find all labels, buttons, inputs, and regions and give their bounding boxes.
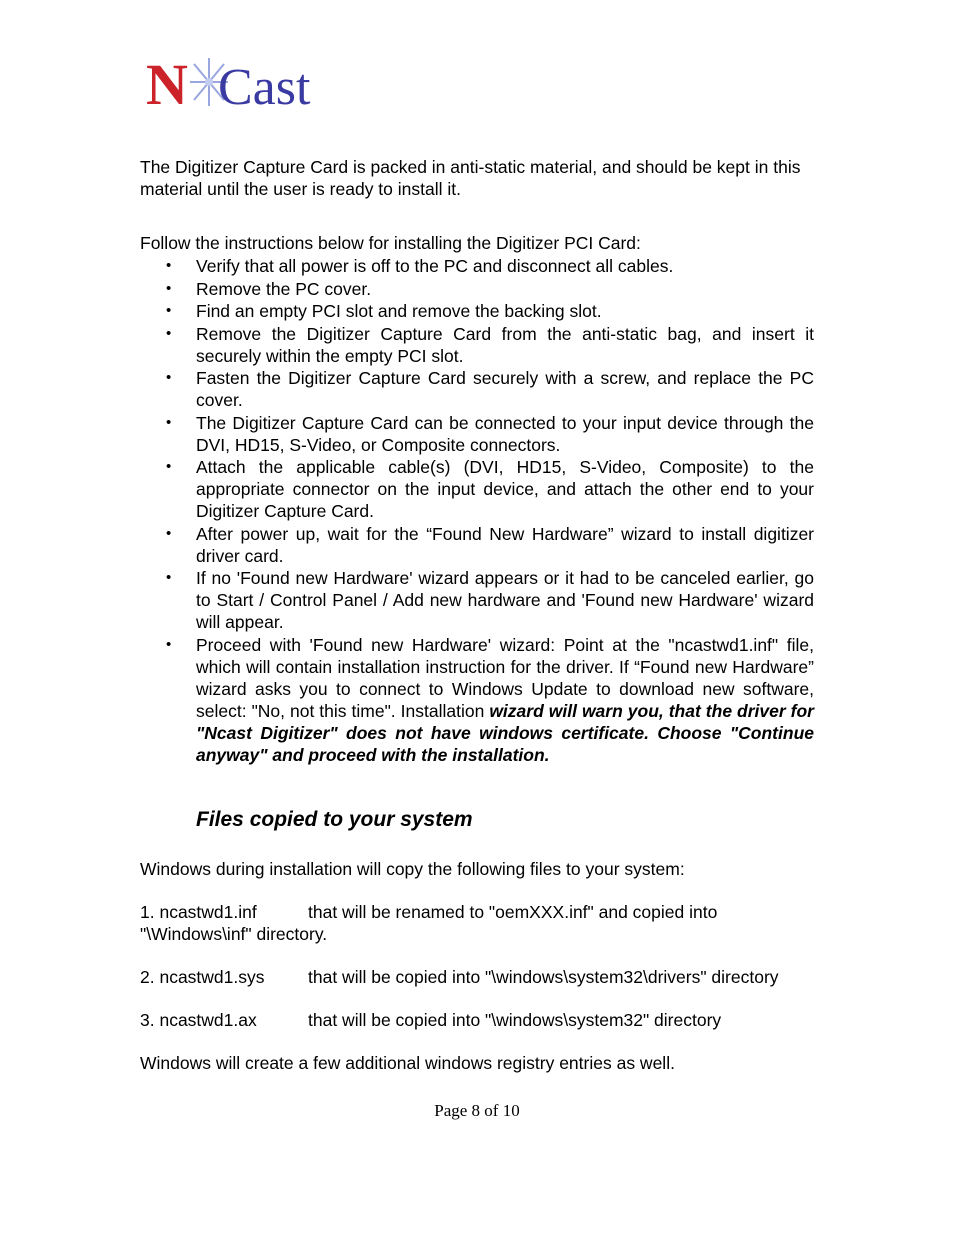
bullet-icon: • bbox=[166, 257, 172, 274]
file-description-continuation: "\Windows\inf" directory. bbox=[140, 923, 328, 944]
list-item bbox=[140, 456, 814, 522]
svg-text:Cast: Cast bbox=[218, 59, 311, 114]
list-item bbox=[140, 634, 814, 766]
bullet-icon: • bbox=[166, 635, 172, 653]
file-description: that will be copied into "\windows\system32" directory bbox=[308, 1009, 722, 1030]
step-text: After power up, wait for the “Found New Hardware” wizard to install digitizer driver card. bbox=[196, 523, 814, 566]
list-item bbox=[140, 255, 814, 277]
install-steps-list bbox=[140, 255, 814, 766]
file-name: 1. ncastwd1.inf bbox=[140, 901, 257, 922]
step-text: The Digitizer Capture Card can be connected to your input device through the DVI, HD15, S-Video, or Composite connectors. bbox=[196, 412, 814, 455]
files-outro: Windows will create a few additional windows registry entries as well. bbox=[140, 1052, 675, 1073]
step-text: Find an empty PCI slot and remove the backing slot. bbox=[196, 301, 602, 321]
file-entry bbox=[140, 1009, 814, 1031]
file-description: that will be renamed to "oemXXX.inf" and copied into bbox=[308, 901, 718, 922]
bullet-icon: • bbox=[166, 569, 172, 586]
list-item bbox=[140, 323, 814, 367]
file-entry bbox=[140, 901, 814, 945]
install-instructions-lead: Follow the instructions below for installing the Digitizer PCI Card: bbox=[140, 233, 641, 253]
bullet-icon: • bbox=[166, 458, 172, 475]
file-description: that will be copied into "\windows\system32\drivers" directory bbox=[308, 966, 779, 987]
bullet-icon: • bbox=[166, 324, 172, 342]
list-item bbox=[140, 278, 814, 300]
file-entry bbox=[140, 966, 814, 988]
files-intro: Windows during installation will copy the following files to your system: bbox=[140, 858, 685, 879]
list-item bbox=[140, 300, 814, 322]
bullet-icon: • bbox=[166, 524, 172, 542]
certificate-warning: wizard will warn you, that the driver for "Ncast Digitizer" does not have windows certificate. Choose "Continue anyway" and proceed with the installation. bbox=[196, 700, 814, 765]
list-item bbox=[140, 412, 814, 456]
section-heading-files: Files copied to your system bbox=[196, 807, 473, 831]
file-name: 2. ncastwd1.sys bbox=[140, 966, 265, 987]
ncast-logo bbox=[146, 52, 346, 114]
list-item bbox=[140, 523, 814, 567]
bullet-icon: • bbox=[166, 279, 172, 297]
svg-text:N: N bbox=[146, 52, 188, 114]
intro-paragraph: The Digitizer Capture Card is packed in anti-static material, and should be kept in this material until the user is ready to install it. bbox=[140, 157, 801, 199]
list-item bbox=[140, 367, 814, 411]
step-text: Fasten the Digitizer Capture Card securely with a screw, and replace the PC cover. bbox=[196, 368, 814, 410]
bullet-icon: • bbox=[166, 302, 172, 319]
step-text: Remove the PC cover. bbox=[196, 278, 372, 299]
file-name: 3. ncastwd1.ax bbox=[140, 1009, 257, 1030]
bullet-icon: • bbox=[166, 413, 172, 431]
page-content bbox=[140, 156, 814, 1074]
bullet-icon: • bbox=[166, 369, 172, 386]
step-text: Remove the Digitizer Capture Card from the anti-static bag, and insert it securely within the empty PCI slot. bbox=[196, 323, 814, 366]
step-text: Verify that all power is off to the PC and disconnect all cables. bbox=[196, 256, 674, 276]
list-item bbox=[140, 567, 814, 633]
step-text: Attach the applicable cable(s) (DVI, HD15, S-Video, Composite) to the appropriate connector on the input device, and attach the other end to your Digitizer Capture Card. bbox=[196, 457, 814, 521]
step-text: If no 'Found new Hardware' wizard appears or it had to be canceled earlier, go to Start / Control Panel / Add new hardware and 'Found new Hardware' wizard will appear. bbox=[196, 568, 814, 632]
page-number: Page 8 of 10 bbox=[434, 1101, 520, 1120]
step-text: Proceed with 'Found new Hardware' wizard: Point at the "ncastwd1.inf" file, which will contain installation instruction for the driver. If “Found new Hardware” wizard asks you to connect to Windows Update to download new software, select: "No, not this time". Installation bbox=[196, 634, 814, 721]
